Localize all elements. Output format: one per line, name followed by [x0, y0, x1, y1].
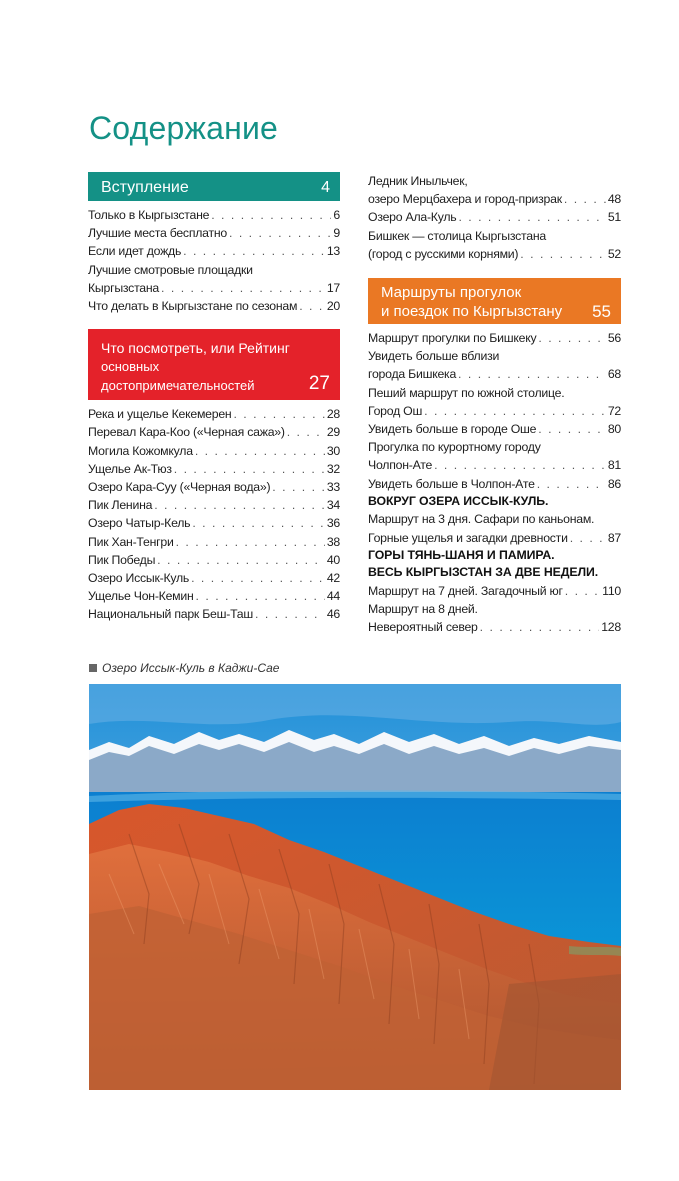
toc-line: Бишкек — столица Кыргызстана: [368, 228, 546, 243]
entry-title: Город Ош: [368, 403, 423, 418]
entry-page: 68: [607, 367, 621, 382]
toc-entry[interactable]: [88, 551, 340, 569]
leader-dots: [161, 279, 325, 297]
entry-page: 87: [607, 530, 621, 545]
leader-dots: [183, 242, 325, 260]
leader-dots: [287, 423, 325, 441]
toc-line: Маршрут на 8 дней.: [368, 601, 478, 616]
leader-dots: [434, 456, 606, 474]
toc-entry-tour[interactable]: [368, 529, 621, 547]
entry-title: Озеро Ала-Куль: [368, 210, 457, 225]
entry-title: Пик Ленина: [88, 498, 153, 513]
entry-title: города Бишкека: [368, 367, 457, 382]
entry-title: Пик Хан-Тенгри: [88, 534, 174, 549]
toc-entry[interactable]: [88, 460, 340, 478]
leader-dots: [229, 224, 331, 242]
toc-entry[interactable]: [88, 569, 340, 587]
toc-entry[interactable]: [88, 206, 340, 224]
entry-title: Река и ущелье Кекемерен: [88, 407, 232, 422]
leader-dots: [154, 496, 325, 514]
leader-dots: [192, 514, 324, 532]
toc-line: Ледник Иныльчек,: [368, 174, 468, 188]
toc-entry-north[interactable]: [368, 618, 621, 636]
toc-entry[interactable]: [88, 279, 340, 297]
entry-title: Чолпон-Ате: [368, 458, 433, 473]
entry-page: 128: [601, 620, 621, 635]
entry-page: 86: [607, 476, 621, 491]
section-title: [381, 283, 562, 321]
toc-entry[interactable]: [368, 365, 621, 383]
section-header-routes[interactable]: [368, 278, 621, 324]
toc-entry[interactable]: [88, 605, 340, 623]
entry-page: 36: [326, 516, 340, 531]
section-page: 27: [308, 373, 330, 395]
entry-page: 34: [326, 498, 340, 513]
section-title-line: Что посмотреть, или Рейтинг: [101, 340, 290, 357]
toc-entry[interactable]: [88, 587, 340, 605]
toc-entry[interactable]: [368, 208, 621, 226]
section-title: [101, 339, 306, 395]
leader-dots: [565, 582, 600, 600]
toc-line: Прогулка по курортному городу: [368, 440, 541, 455]
entry-title: Пик Победы: [88, 552, 156, 567]
entry-page: 13: [326, 244, 340, 259]
entry-title: Если идет дождь: [88, 244, 182, 259]
entry-title: Озеро Иссык-Куль: [88, 571, 190, 586]
entry-title: Перевал Кара-Коо («Черная сажа»): [88, 425, 285, 440]
leader-dots: [458, 208, 605, 226]
entry-title: Лучшие места бесплатно: [88, 226, 228, 241]
right-top-list: [368, 172, 621, 263]
leader-dots: [570, 529, 606, 547]
toc-entry[interactable]: [88, 242, 340, 260]
leader-dots: [520, 245, 606, 263]
entry-title: Горные ущелья и загадки древности: [368, 530, 568, 545]
toc-entry[interactable]: [368, 245, 621, 263]
entry-page: 40: [326, 552, 340, 567]
toc-entry[interactable]: [88, 405, 340, 423]
entry-title: Что делать в Кыргызстане по сезонам: [88, 299, 298, 314]
leader-dots: [195, 442, 325, 460]
leader-dots: [191, 569, 325, 587]
entry-title: Маршрут на 7 дней. Загадочный юг: [368, 583, 563, 598]
page-title: Содержание: [89, 110, 279, 146]
leader-dots: [564, 190, 606, 208]
section-page: 55: [592, 302, 611, 322]
toc-line: Увидеть больше вблизи: [368, 349, 500, 364]
entry-page: 28: [326, 407, 340, 422]
toc-entry[interactable]: [368, 456, 621, 474]
entry-page: 6: [333, 208, 340, 222]
mountains-heading: ВЕСЬ КЫРГЫЗСТАН ЗА ДВЕ НЕДЕЛИ.: [368, 565, 599, 580]
entry-title: озеро Мерцбахера и город-призрак: [368, 192, 562, 207]
leader-dots: [272, 478, 325, 496]
toc-entry[interactable]: [368, 402, 621, 420]
sights-list: [88, 405, 340, 623]
entry-page: 29: [326, 425, 340, 440]
toc-entry[interactable]: [368, 420, 621, 438]
entry-page: 38: [326, 534, 340, 549]
entry-page: 81: [607, 458, 621, 473]
landscape-illustration: [89, 684, 621, 1090]
toc-right-column: [368, 172, 621, 636]
toc-entry[interactable]: [88, 496, 340, 514]
leader-dots: [157, 551, 325, 569]
entry-page: 42: [326, 571, 340, 586]
entry-page: 56: [607, 331, 621, 346]
intro-list: [88, 206, 340, 315]
leader-dots: [480, 618, 600, 636]
entry-page: 20: [326, 299, 340, 314]
entry-page: 52: [607, 246, 621, 261]
leader-dots: [424, 402, 606, 420]
entry-page: 33: [326, 480, 340, 495]
entry-title: Озеро Кара-Суу («Черная вода»): [88, 480, 271, 495]
toc-entry[interactable]: [368, 475, 621, 493]
leader-dots: [255, 605, 325, 623]
entry-title: Только в Кыргызстане: [88, 208, 210, 222]
leader-dots: [196, 587, 325, 605]
leader-dots: [538, 420, 606, 438]
toc-entry[interactable]: [368, 190, 621, 208]
caption-text: Озеро Иссык-Куль в Каджи-Сае: [102, 661, 280, 675]
lake-photo: [89, 684, 621, 1090]
entry-page: 51: [607, 210, 621, 225]
toc-left-column: [88, 172, 340, 624]
entry-title: Увидеть больше в городе Оше: [368, 422, 537, 437]
leader-dots: [537, 475, 606, 493]
leader-dots: [233, 405, 324, 423]
entry-page: 80: [607, 422, 621, 437]
entry-page: 44: [326, 589, 340, 604]
toc-line: Лучшие смотровые площадки: [88, 262, 253, 277]
leader-dots: [176, 533, 325, 551]
photo-caption: [89, 661, 279, 675]
square-bullet-icon: [89, 664, 97, 672]
entry-title: Маршрут прогулки по Бишкеку: [368, 331, 537, 346]
toc-entry[interactable]: [88, 224, 340, 242]
toc-line: Маршрут на 3 дня. Сафари по каньонам.: [368, 512, 595, 527]
entry-page: 48: [607, 192, 621, 207]
toc-entry[interactable]: [368, 329, 621, 347]
routes-list: [368, 329, 621, 493]
section-title-line: достопримечательностей: [101, 378, 255, 394]
toc-entry[interactable]: [88, 297, 340, 315]
entry-title: Кыргызстана: [88, 280, 160, 295]
section-title-line: и поездок по Кыргызстану: [381, 303, 563, 321]
entry-title: Национальный парк Беш-Таш: [88, 607, 254, 622]
leader-dots: [211, 206, 331, 224]
entry-title: Могила Кожомкула: [88, 443, 193, 458]
entry-page: 72: [607, 403, 621, 418]
toc-entry[interactable]: [88, 514, 340, 532]
entry-page: 30: [326, 443, 340, 458]
entry-page: 17: [326, 280, 340, 295]
entry-page: 46: [326, 607, 340, 622]
toc-entry[interactable]: [88, 442, 340, 460]
leader-dots: [299, 297, 325, 315]
entry-title: Озеро Чатыр-Кель: [88, 516, 191, 531]
section-title-line: Маршруты прогулок: [381, 284, 522, 302]
entry-title: Увидеть больше в Чолпон-Ате: [368, 476, 535, 491]
leader-dots: [458, 365, 606, 383]
entry-page: 32: [326, 461, 340, 476]
entry-page: 9: [333, 226, 340, 241]
entry-title: Невероятный север: [368, 620, 478, 635]
toc-line: Пеший маршрут по южной столице.: [368, 385, 565, 400]
tour-heading: ВОКРУГ ОЗЕРА ИССЫК-КУЛЬ.: [368, 493, 549, 508]
section-page: 4: [321, 179, 330, 196]
section-title-line: основных: [101, 359, 160, 375]
entry-title: (город с русскими корнями): [368, 246, 519, 261]
section-header-intro[interactable]: [88, 172, 340, 201]
leader-dots: [174, 460, 325, 478]
section-header-sights[interactable]: [88, 329, 340, 400]
toc-entry[interactable]: [88, 423, 340, 441]
mountains-heading: ГОРЫ ТЯНЬ-ШАНЯ И ПАМИРА.: [368, 547, 555, 562]
entry-title: Ущелье Чон-Кемин: [88, 589, 194, 604]
leader-dots: [538, 329, 605, 347]
toc-entry[interactable]: [88, 533, 340, 551]
entry-page: 110: [602, 583, 621, 598]
toc-entry[interactable]: [88, 478, 340, 496]
entry-title: Ущелье Ак-Тюз: [88, 461, 172, 476]
section-title: Вступление: [101, 179, 189, 196]
toc-entry-mountains[interactable]: [368, 582, 621, 600]
